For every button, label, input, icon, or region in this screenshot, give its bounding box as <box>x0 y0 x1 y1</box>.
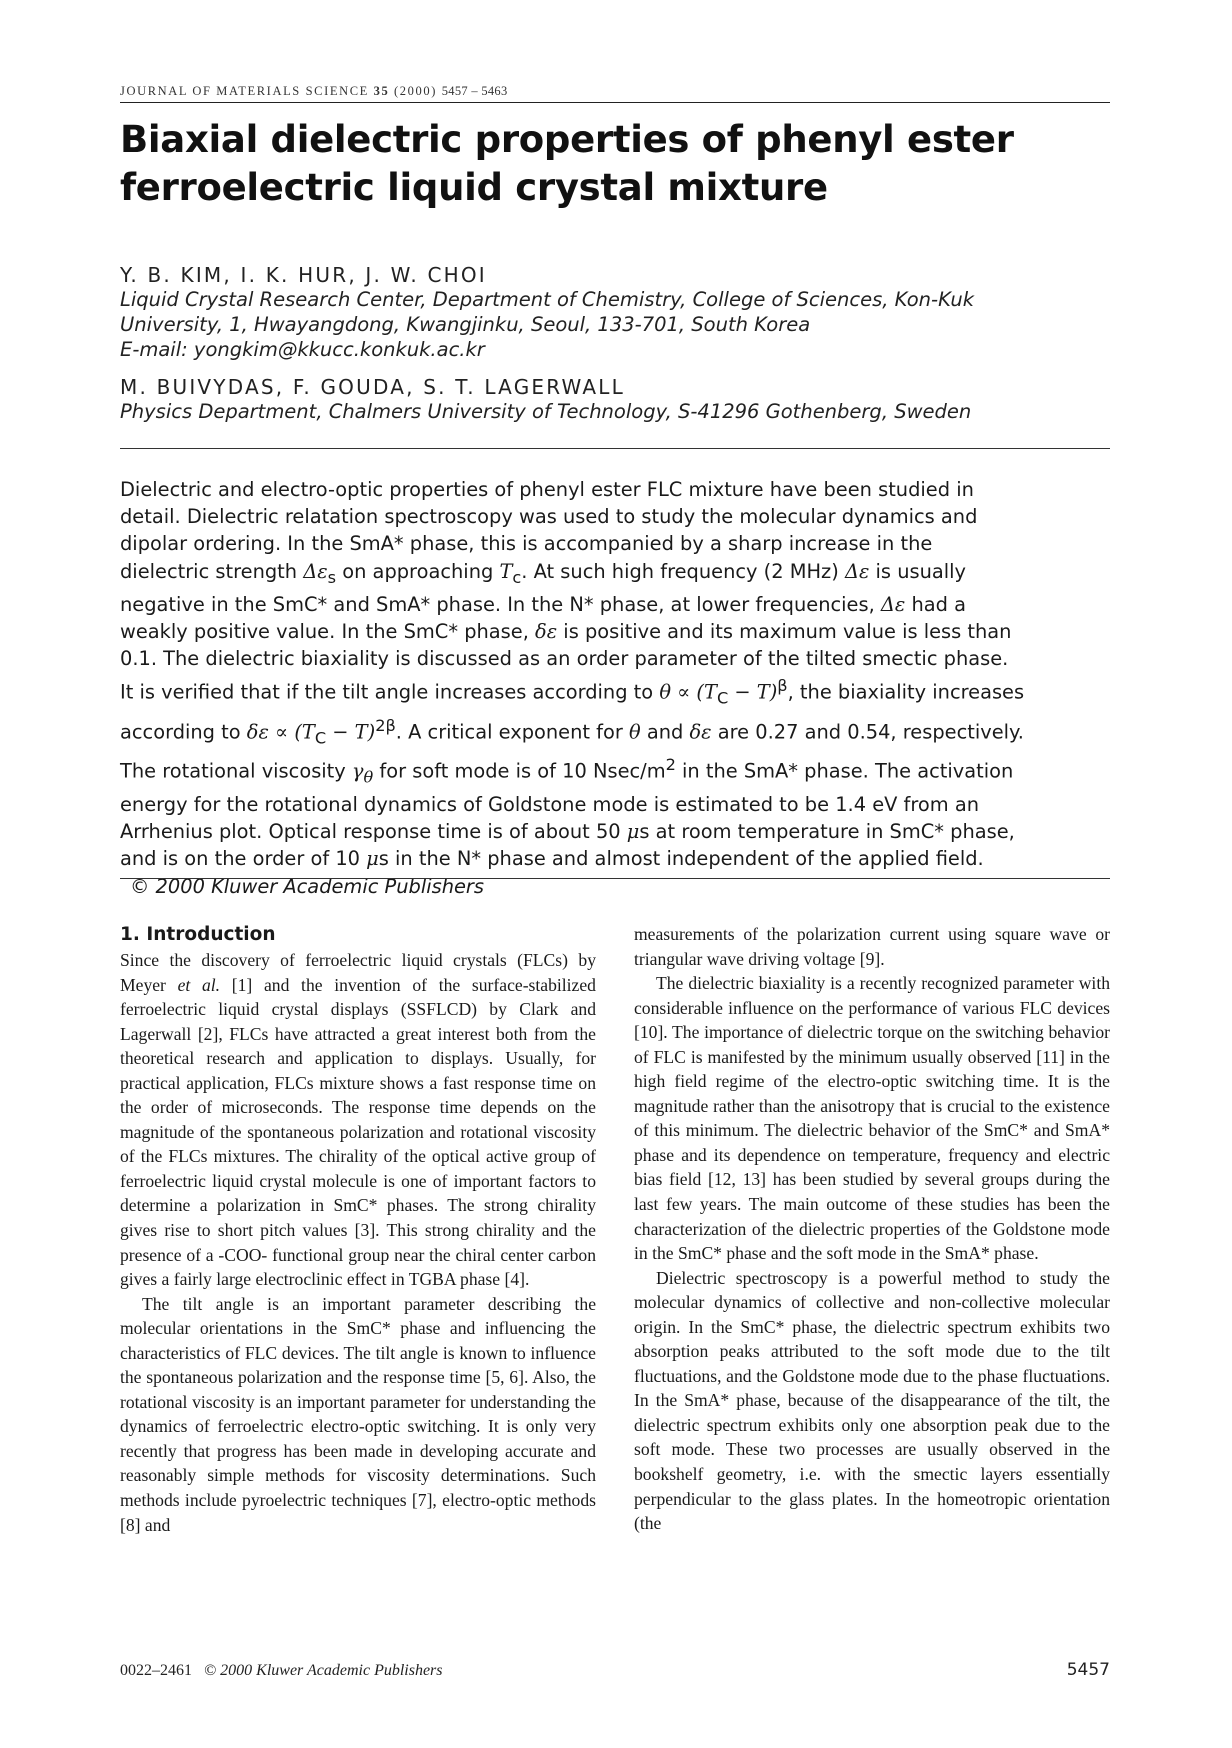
footer-copyright: © 2000 Kluwer Academic Publishers <box>204 1662 443 1679</box>
affiliation-1-line: Liquid Crystal Research Center, Department of Chemistry, College of Sciences, Kon-Kuk <box>120 288 974 311</box>
journal-volume: 35 <box>373 84 390 98</box>
abstract-bottom-rule <box>120 878 1110 879</box>
abstract-text: s in the N* phase and almost independent of the applied field. <box>378 847 984 871</box>
abstract-text: had a <box>905 592 967 616</box>
affiliation-1 <box>120 287 1110 362</box>
abstract-text: , the biaxiality increases <box>787 680 1025 704</box>
subscript: θ <box>363 767 374 787</box>
math-expression: − T) <box>326 720 376 744</box>
paragraph <box>120 948 596 1292</box>
superscript: 2 <box>665 755 676 775</box>
author-list-1: Y. B. KIM, I. K. HUR, J. W. CHOI <box>120 263 487 287</box>
affiliation-2-line: Physics Department, Chalmers University of Technology, S-41296 Gothenberg, Sweden <box>120 400 972 423</box>
subscript: s <box>327 567 337 587</box>
superscript: β <box>777 676 788 696</box>
title-line-1: Biaxial dielectric properties of phenyl ester <box>120 118 1014 161</box>
title-line-2: ferroelectric liquid crystal mixture <box>120 166 828 209</box>
math-expression: θ ∝ (T <box>659 680 717 704</box>
abstract-text: is usually <box>869 559 967 583</box>
superscript: 2β <box>375 715 396 735</box>
abstract-text: . A critical exponent for <box>395 720 629 744</box>
journal-name: JOURNAL OF MATERIALS SCIENCE <box>120 84 369 98</box>
subscript: c <box>512 567 522 587</box>
page-number: 5457 <box>1066 1660 1110 1680</box>
abstract-text: in the SmA* phase. The activation <box>675 759 1014 783</box>
journal-year: (2000) <box>394 84 437 98</box>
abstract-text: weakly positive value. In the SmC* phase, <box>120 619 536 643</box>
small-delta-epsilon-symbol: δε <box>535 619 558 643</box>
author-list-2: M. BUIVYDAS, F. GOUDA, S. T. LAGERWALL <box>120 375 625 399</box>
delta-epsilon-symbol: Δε <box>880 592 906 616</box>
abstract-line <box>120 672 1110 712</box>
math-expression: δε ∝ (T <box>246 720 315 744</box>
theta-symbol: θ <box>628 720 641 744</box>
abstract-line: Dielectric and electro-optic properties of phenyl ester FLC mixture have been studied in <box>120 478 974 501</box>
abstract-top-rule <box>120 448 1110 449</box>
author-email: E-mail: yongkim@kkucc.konkuk.ac.kr <box>120 338 485 361</box>
paragraph-text: [1] and the invention of the surface-stabilized ferroelectric liquid crystal displays (SSFLCD) by Clark and Lagerwall [2], FLCs have attracted a great interest both from the theoretical research and application to displays. Usually, for practical application, FLCs mixture shows a fast response time on the order of microseconds. The response time depends on the magnitude of the spontaneous polarization and rotational viscosity of the FLCs mixtures. The chirality of the optical active group of ferroelectric liquid crystal molecule is one of important factors to determine a polarization in SmC* phases. The strong chirality gives rise to short pitch values [3]. This strong chirality and the presence of a -COO- functional group near the chiral center carbon gives a fairly large electroclinic effect in TGBA phase [4]. <box>120 974 596 1290</box>
issn: 0022–2461 <box>120 1662 192 1679</box>
subscript: C <box>314 728 327 748</box>
abstract-text: negative in the SmC* and SmA* phase. In the N* phase, at lower frequencies, <box>120 592 875 616</box>
abstract-text: The rotational viscosity <box>120 759 352 783</box>
abstract <box>120 476 1110 900</box>
affiliation-2 <box>120 399 1110 424</box>
abstract-text: for soft mode is of 10 Nsec/m <box>373 759 666 783</box>
abstract-text: Arrhenius plot. Optical response time is of about 50 <box>120 820 627 844</box>
paragraph-text: Since the discovery of ferroelectric liquid crystals (FLCs) by Meyer <box>120 950 596 995</box>
abstract-text: s at room temperature in SmC* phase, <box>639 820 1015 844</box>
abstract-text: . At such high frequency (2 MHz) <box>521 559 845 583</box>
delta-epsilon-symbol: Δε <box>844 559 870 583</box>
abstract-text: is positive and its maximum value is less than <box>557 619 1012 643</box>
abstract-text: and is on the order of 10 <box>120 847 367 871</box>
abstract-line: energy for the rotational dynamics of Goldstone mode is estimated to be 1.4 eV from an <box>120 792 980 816</box>
paragraph: The dielectric biaxiality is a recently recognized parameter with considerable influence on the performance of various FLC devices [10]. The importance of dielectric torque on the switching behavior of FLC is manifested by the minimum usually observed [11] in the high field regime of the electro-optic switching time. It is the magnitude rather than the anisotropy that is crucial to the existence of this minimum. The dielectric behavior of the SmC* and SmA* phase and its dependence on temperature, frequency and electric bias field [12, 13] has been studied by several groups during the last few years. The main outcome of these studies has been the characterization of the dielectric properties of the Goldstone mode in the SmC* phase and the soft mode in the SmA* phase. <box>634 973 1110 1264</box>
affiliation-1-line: University, 1, Hwayangdong, Kwangjinku, Seoul, 133-701, South Korea <box>120 313 811 336</box>
paragraph: The tilt angle is an important parameter describing the molecular orientations in the SmC* phase and influencing the characteristics of FLC devices. The tilt angle is known to influence the spontaneous polarization and the response time [5, 6]. Also, the rotational viscosity is an important parameter for understanding the dynamics of ferroelectric electro-optic switching. It is only very recently that progress has been made in developing accurate and reasonably simple methods for viscosity determinations. Such methods include pyroelectric techniques [7], electro-optic methods [8] and <box>120 1293 596 1535</box>
right-column <box>634 922 1110 1536</box>
abstract-line <box>120 751 1110 791</box>
delta-epsilon-symbol: Δε <box>303 559 328 583</box>
paragraph: measurements of the polarization current using square wave or triangular wave driving voltage [9]. <box>634 924 1110 969</box>
section-heading: 1. Introduction <box>120 924 276 945</box>
et-al: et al. <box>177 974 221 995</box>
tc-symbol: T <box>499 559 513 583</box>
paragraph: Dielectric spectroscopy is a powerful method to study the molecular dynamics of collective and non-collective molecular origin. In the SmC* phase, the dielectric spectrum exhibits two absorption peaks attributed to the soft mode due to the tilt fluctuations, and the Goldstone mode due to the phase fluctuations. In the SmA* phase, because of the disappearance of the tilt, the dielectric spectrum exhibits only one absorption peak due to the soft mode. These two processes are usually observed in the bookshelf geometry, i.e. with the smectic layers essentially perpendicular to the glass plates. In the homeotropic orientation (the <box>634 1267 1110 1534</box>
abstract-line: detail. Dielectric relatation spectroscopy was used to study the molecular dynamics and <box>120 505 978 529</box>
paper-title <box>120 116 1110 212</box>
journal-header <box>120 84 1110 103</box>
left-column <box>120 922 596 1537</box>
abstract-line <box>120 712 1110 752</box>
footer-issn <box>120 1662 443 1680</box>
abstract-line: dipolar ordering. In the SmA* phase, this is accompanied by a sharp increase in the <box>120 532 933 556</box>
abstract-text: are 0.27 and 0.54, respectively. <box>711 720 1024 744</box>
abstract-line <box>120 618 1110 645</box>
abstract-text: according to <box>120 720 247 744</box>
abstract-text: dielectric strength <box>120 559 304 583</box>
small-delta-epsilon-symbol: δε <box>689 720 712 744</box>
journal-pages: 5457 – 5463 <box>441 84 508 98</box>
abstract-line <box>120 591 1110 618</box>
gamma-symbol: γ <box>351 759 364 783</box>
abstract-line <box>120 845 1110 872</box>
abstract-line: 0.1. The dielectric biaxiality is discussed as an order parameter of the tilted smectic phase. <box>120 647 1009 671</box>
mu-symbol: μ <box>626 820 640 844</box>
mu-symbol: μ <box>366 847 379 871</box>
abstract-line <box>120 558 1110 591</box>
subscript: C <box>716 688 729 708</box>
abstract-copyright: © 2000 Kluwer Academic Publishers <box>130 874 484 898</box>
abstract-text: and <box>640 720 690 744</box>
math-expression: − T) <box>728 680 778 704</box>
abstract-line <box>120 818 1110 845</box>
abstract-text: on approaching <box>336 559 500 583</box>
abstract-text: It is verified that if the tilt angle increases according to <box>120 680 660 704</box>
